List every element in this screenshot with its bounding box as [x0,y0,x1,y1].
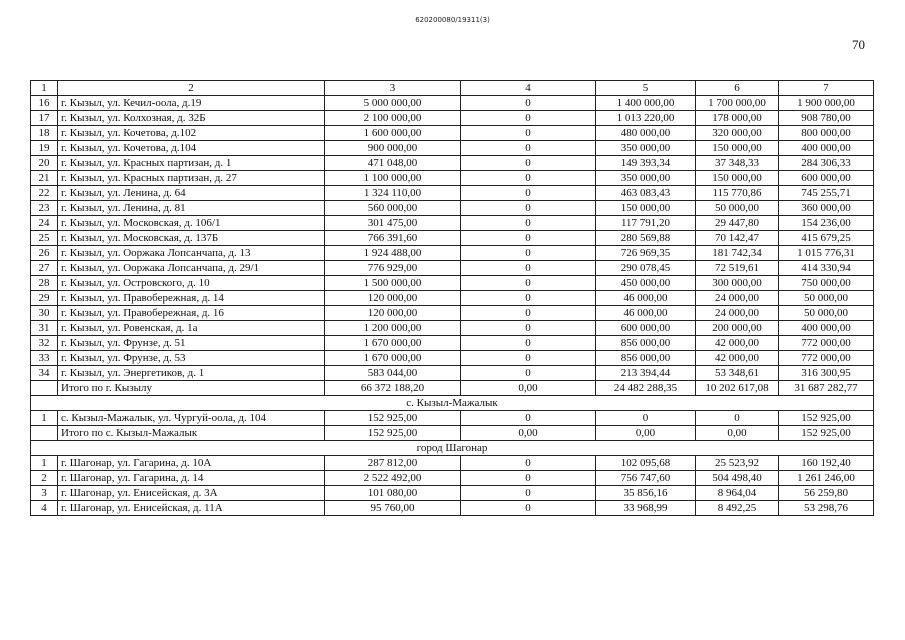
col3-cell: 1 924 488,00 [325,246,461,261]
total-row [31,381,874,396]
header-cell-3: 3 [325,81,461,96]
table-row [31,411,874,426]
col5-cell: 24 482 288,35 [596,381,696,396]
col3-cell: 152 925,00 [325,426,461,441]
row-number-cell: 31 [31,321,58,336]
col7-cell: 745 255,71 [779,186,874,201]
col5-cell: 213 394,44 [596,366,696,381]
col4-cell: 0 [461,261,596,276]
header-row [31,81,874,96]
col7-cell: 50 000,00 [779,291,874,306]
section-title: город Шагонар [31,441,874,456]
col3-cell: 900 000,00 [325,141,461,156]
col4-cell: 0 [461,171,596,186]
col3-cell: 1 324 110,00 [325,186,461,201]
table-row [31,171,874,186]
address-cell: г. Кызыл, ул. Ооржака Лопсанчапа, д. 29/1 [58,261,325,276]
col7-cell: 316 300,95 [779,366,874,381]
address-cell: г. Шагонар, ул. Енисейская, д. 11А [58,501,325,516]
row-number-cell: 29 [31,291,58,306]
table-row [31,111,874,126]
row-number-cell: 18 [31,126,58,141]
col7-cell: 154 236,00 [779,216,874,231]
col6-cell: 25 523,92 [696,456,779,471]
table-row [31,246,874,261]
address-cell: г. Кызыл, ул. Правобережная, д. 14 [58,291,325,306]
row-number-cell: 34 [31,366,58,381]
col7-cell: 750 000,00 [779,276,874,291]
row-number-cell: 24 [31,216,58,231]
col3-cell: 1 100 000,00 [325,171,461,186]
col3-cell: 1 600 000,00 [325,126,461,141]
col3-cell: 2 100 000,00 [325,111,461,126]
col3-cell: 95 760,00 [325,501,461,516]
section-title: с. Кызыл-Мажалык [31,396,874,411]
col6-cell: 320 000,00 [696,126,779,141]
table-row [31,126,874,141]
col7-cell: 600 000,00 [779,171,874,186]
col5-cell: 480 000,00 [596,126,696,141]
header-cell-6: 6 [696,81,779,96]
row-number-cell: 32 [31,336,58,351]
col4-cell: 0 [461,201,596,216]
row-number-cell [31,426,58,441]
col7-cell: 400 000,00 [779,321,874,336]
address-cell: г. Кызыл, ул. Московская, д. 106/1 [58,216,325,231]
table-row [31,201,874,216]
col6-cell: 70 142,47 [696,231,779,246]
col4-cell: 0 [461,276,596,291]
col5-cell: 350 000,00 [596,171,696,186]
row-number-cell: 26 [31,246,58,261]
header-cell-5: 5 [596,81,696,96]
col3-cell: 66 372 188,20 [325,381,461,396]
col4-cell: 0 [461,291,596,306]
col7-cell: 772 000,00 [779,336,874,351]
address-cell: г. Кызыл, ул. Ленина, д. 81 [58,201,325,216]
col4-cell: 0 [461,351,596,366]
col7-cell: 800 000,00 [779,126,874,141]
col4-cell: 0 [461,231,596,246]
col5-cell: 102 095,68 [596,456,696,471]
total-row [31,426,874,441]
address-cell: г. Кызыл, ул. Ровенская, д. 1а [58,321,325,336]
col5-cell: 46 000,00 [596,291,696,306]
col3-cell: 766 391,60 [325,231,461,246]
col3-cell: 2 522 492,00 [325,471,461,486]
table-row [31,306,874,321]
address-cell: г. Кызыл, ул. Островского, д. 10 [58,276,325,291]
table-row [31,336,874,351]
col3-cell: 5 000 000,00 [325,96,461,111]
col7-cell: 160 192,40 [779,456,874,471]
col5-cell: 46 000,00 [596,306,696,321]
col6-cell: 8 964,04 [696,486,779,501]
document-id: 620200080/19311(3) [415,16,490,24]
col4-cell: 0 [461,96,596,111]
col4-cell: 0 [461,306,596,321]
col5-cell: 117 791,20 [596,216,696,231]
header-cell-1: 1 [31,81,58,96]
address-cell: г. Кызыл, ул. Фрунзе, д. 53 [58,351,325,366]
col4-cell: 0 [461,501,596,516]
row-number-cell: 20 [31,156,58,171]
table-body [31,96,874,516]
col5-cell: 0 [596,411,696,426]
address-cell: г. Шагонар, ул. Гагарина, д. 10А [58,456,325,471]
col4-cell: 0 [461,486,596,501]
row-number-cell: 2 [31,471,58,486]
col4-cell: 0 [461,246,596,261]
col3-cell: 1 670 000,00 [325,351,461,366]
col5-cell: 856 000,00 [596,351,696,366]
col7-cell: 1 015 776,31 [779,246,874,261]
page-number: 70 [852,37,865,52]
col6-cell: 150 000,00 [696,141,779,156]
col7-cell: 400 000,00 [779,141,874,156]
col7-cell: 56 259,80 [779,486,874,501]
address-cell: г. Кызыл, ул. Кочетова, д.104 [58,141,325,156]
section-row [31,441,874,456]
row-number-cell: 21 [31,171,58,186]
address-cell: г. Кызыл, ул. Фрунзе, д. 51 [58,336,325,351]
col4-cell: 0 [461,336,596,351]
col4-cell: 0 [461,126,596,141]
row-number-cell: 1 [31,456,58,471]
col6-cell: 1 700 000,00 [696,96,779,111]
col6-cell: 42 000,00 [696,351,779,366]
col3-cell: 1 200 000,00 [325,321,461,336]
col5-cell: 450 000,00 [596,276,696,291]
col7-cell: 284 306,33 [779,156,874,171]
table-row [31,156,874,171]
col6-cell: 178 000,00 [696,111,779,126]
col4-cell: 0,00 [461,381,596,396]
address-cell: с. Кызыл-Мажалык, ул. Чургуй-оола, д. 104 [58,411,325,426]
col5-cell: 0,00 [596,426,696,441]
row-number-cell: 23 [31,201,58,216]
row-number-cell: 33 [31,351,58,366]
table-row [31,471,874,486]
col5-cell: 726 969,35 [596,246,696,261]
col6-cell: 300 000,00 [696,276,779,291]
col6-cell: 115 770,86 [696,186,779,201]
table-row [31,141,874,156]
table-row [31,231,874,246]
address-cell: г. Шагонар, ул. Гагарина, д. 14 [58,471,325,486]
col5-cell: 856 000,00 [596,336,696,351]
col4-cell: 0 [461,366,596,381]
address-cell: г. Кызыл, ул. Правобережная, д. 16 [58,306,325,321]
col7-cell: 414 330,94 [779,261,874,276]
row-number-cell: 28 [31,276,58,291]
col7-cell: 772 000,00 [779,351,874,366]
col5-cell: 1 013 220,00 [596,111,696,126]
col4-cell: 0 [461,186,596,201]
row-number-cell: 1 [31,411,58,426]
col6-cell: 24 000,00 [696,291,779,306]
address-cell: г. Кызыл, ул. Ооржака Лопсанчапа, д. 13 [58,246,325,261]
col3-cell: 776 929,00 [325,261,461,276]
table-row [31,186,874,201]
row-number-cell: 4 [31,501,58,516]
table-row [31,321,874,336]
table-row [31,351,874,366]
table-row [31,261,874,276]
col5-cell: 350 000,00 [596,141,696,156]
col4-cell: 0 [461,156,596,171]
col5-cell: 290 078,45 [596,261,696,276]
col6-cell: 72 519,61 [696,261,779,276]
col5-cell: 149 393,34 [596,156,696,171]
col3-cell: 101 080,00 [325,486,461,501]
row-number-cell: 3 [31,486,58,501]
col6-cell: 181 742,34 [696,246,779,261]
col6-cell: 29 447,80 [696,216,779,231]
col3-cell: 152 925,00 [325,411,461,426]
header-cell-2: 2 [58,81,325,96]
col5-cell: 33 968,99 [596,501,696,516]
address-cell: г. Шагонар, ул. Енисейская, д. 3А [58,486,325,501]
col3-cell: 120 000,00 [325,291,461,306]
row-number-cell: 25 [31,231,58,246]
col7-cell: 1 900 000,00 [779,96,874,111]
col7-cell: 415 679,25 [779,231,874,246]
col3-cell: 120 000,00 [325,306,461,321]
header-cell-4: 4 [461,81,596,96]
row-number-cell: 19 [31,141,58,156]
address-cell: г. Кызыл, ул. Красных партизан, д. 1 [58,156,325,171]
col5-cell: 756 747,60 [596,471,696,486]
col7-cell: 908 780,00 [779,111,874,126]
col5-cell: 600 000,00 [596,321,696,336]
col3-cell: 560 000,00 [325,201,461,216]
col6-cell: 150 000,00 [696,171,779,186]
table-row [31,501,874,516]
col4-cell: 0 [461,411,596,426]
col3-cell: 471 048,00 [325,156,461,171]
col6-cell: 0 [696,411,779,426]
row-number-cell: 22 [31,186,58,201]
col5-cell: 1 400 000,00 [596,96,696,111]
col4-cell: 0 [461,111,596,126]
table-row [31,291,874,306]
col4-cell: 0 [461,141,596,156]
address-cell: г. Кызыл, ул. Кечил-оола, д.19 [58,96,325,111]
col7-cell: 50 000,00 [779,306,874,321]
col4-cell: 0 [461,471,596,486]
col4-cell: 0,00 [461,426,596,441]
col6-cell: 24 000,00 [696,306,779,321]
table-row [31,276,874,291]
table-row [31,366,874,381]
row-number-cell: 16 [31,96,58,111]
col3-cell: 1 500 000,00 [325,276,461,291]
col6-cell: 504 498,40 [696,471,779,486]
col6-cell: 53 348,61 [696,366,779,381]
col7-cell: 152 925,00 [779,411,874,426]
col7-cell: 360 000,00 [779,201,874,216]
col3-cell: 301 475,00 [325,216,461,231]
address-cell: Итого по г. Кызылу [58,381,325,396]
col5-cell: 150 000,00 [596,201,696,216]
col5-cell: 463 083,43 [596,186,696,201]
col3-cell: 1 670 000,00 [325,336,461,351]
header-cell-7: 7 [779,81,874,96]
data-table [30,80,874,516]
col6-cell: 200 000,00 [696,321,779,336]
col7-cell: 1 261 246,00 [779,471,874,486]
col5-cell: 280 569,88 [596,231,696,246]
address-cell: г. Кызыл, ул. Колхозная, д. 32Б [58,111,325,126]
col4-cell: 0 [461,456,596,471]
section-row [31,396,874,411]
address-cell: Итого по с. Кызыл-Мажалык [58,426,325,441]
col6-cell: 10 202 617,08 [696,381,779,396]
col3-cell: 287 812,00 [325,456,461,471]
table-row [31,216,874,231]
col6-cell: 37 348,33 [696,156,779,171]
row-number-cell [31,381,58,396]
col6-cell: 42 000,00 [696,336,779,351]
address-cell: г. Кызыл, ул. Московская, д. 137Б [58,231,325,246]
address-cell: г. Кызыл, ул. Энергетиков, д. 1 [58,366,325,381]
address-cell: г. Кызыл, ул. Ленина, д. 64 [58,186,325,201]
col6-cell: 8 492,25 [696,501,779,516]
row-number-cell: 30 [31,306,58,321]
col4-cell: 0 [461,216,596,231]
col6-cell: 0,00 [696,426,779,441]
col7-cell: 152 925,00 [779,426,874,441]
col4-cell: 0 [461,321,596,336]
col7-cell: 53 298,76 [779,501,874,516]
address-cell: г. Кызыл, ул. Красных партизан, д. 27 [58,171,325,186]
col6-cell: 50 000,00 [696,201,779,216]
col5-cell: 35 856,16 [596,486,696,501]
address-cell: г. Кызыл, ул. Кочетова, д.102 [58,126,325,141]
table-row [31,456,874,471]
table-row [31,486,874,501]
col7-cell: 31 687 282,77 [779,381,874,396]
row-number-cell: 27 [31,261,58,276]
row-number-cell: 17 [31,111,58,126]
col3-cell: 583 044,00 [325,366,461,381]
table-row [31,96,874,111]
